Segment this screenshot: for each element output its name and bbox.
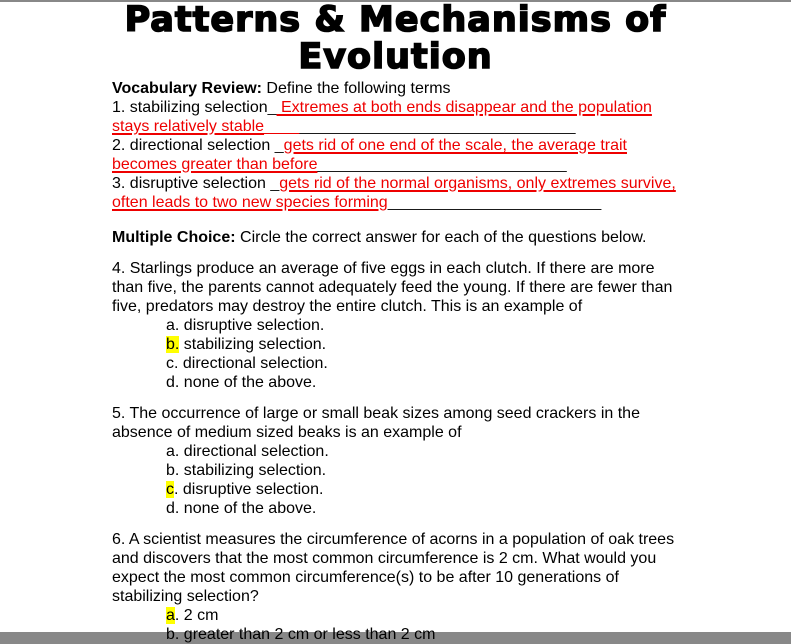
title-line-1: Patterns & Mechanisms of xyxy=(124,0,667,40)
answer-text-red: often leads to two new species forming xyxy=(112,194,388,211)
text: stabilizing selection? xyxy=(112,588,259,605)
answer-blank: _ xyxy=(274,137,284,154)
vocab-term-3-disruptive-selection xyxy=(112,174,791,212)
text: . disruptive selection. xyxy=(174,481,324,498)
highlighted-choice: b. xyxy=(166,336,180,353)
text: a. disruptive selection. xyxy=(166,317,325,334)
vocabulary-heading xyxy=(112,79,791,98)
question-5 xyxy=(112,404,791,518)
answer-blank: ________________________ xyxy=(387,194,602,211)
doc-line xyxy=(112,297,791,316)
q5-choice-d xyxy=(112,499,791,518)
q4-choice-c xyxy=(112,354,791,373)
answer-blank: _ xyxy=(270,175,280,192)
text: expect the most common circumference(s) to be after 10 generations of xyxy=(112,569,619,586)
doc-line xyxy=(112,155,791,174)
text: Circle the correct answer for each of the questions below. xyxy=(235,229,647,246)
text: stabilizing selection. xyxy=(179,336,327,353)
doc-line xyxy=(112,79,791,98)
question-4 xyxy=(112,259,791,392)
doc-line xyxy=(112,193,791,212)
text: c. directional selection. xyxy=(166,355,328,372)
answer-text-red: gets rid of one end of the scale, the average trait xyxy=(283,137,627,154)
bold-text: Multiple Choice: xyxy=(112,229,236,246)
doc-line xyxy=(112,278,791,297)
question-6 xyxy=(112,530,791,644)
text: 3. disruptive selection xyxy=(112,175,271,192)
text: 1. stabilizing selection xyxy=(112,99,268,116)
q5-choice-b xyxy=(112,461,791,480)
doc-line xyxy=(112,117,791,136)
text: . 2 cm xyxy=(174,607,219,624)
doc-line xyxy=(112,228,791,247)
q4-choice-b-selected xyxy=(112,335,791,354)
highlighted-choice: c xyxy=(166,481,174,498)
text: b. greater than 2 cm or less than 2 cm xyxy=(166,626,436,643)
doc-line xyxy=(112,549,791,568)
text: than five, the parents cannot adequately feed the young. If there are fewer than xyxy=(112,279,673,296)
text: absence of medium sized beaks is an example of xyxy=(112,424,462,441)
text: 2. directional selection xyxy=(112,137,275,154)
answer-blank: _ xyxy=(267,99,277,116)
doc-line xyxy=(112,404,791,423)
text: a. directional selection. xyxy=(166,443,329,460)
vocab-term-2-directional-selection xyxy=(112,136,791,174)
text: and discovers that the most common circumference is 2 cm. What would you xyxy=(112,550,657,567)
title-line-2: Evolution xyxy=(298,37,493,77)
vocab-term-1-stabilizing-selection xyxy=(112,98,791,136)
doc-line xyxy=(112,98,791,117)
answer-text-red: gets rid of the normal organisms, only extremes survive, xyxy=(279,175,676,192)
answer-text-red: Extremes at both ends disappear and the population xyxy=(276,99,652,116)
text: 5. The occurrence of large or small beak sizes among seed crackers in the xyxy=(112,405,640,422)
worksheet-title xyxy=(0,2,791,76)
q5-choice-c-selected xyxy=(112,480,791,499)
answer-text-red: becomes greater than before xyxy=(112,156,318,173)
text: 6. A scientist measures the circumference of acorns in a population of oak trees xyxy=(112,531,675,548)
answer-text-red: stays relatively stable xyxy=(112,118,265,135)
doc-line xyxy=(112,587,791,606)
answer-blank: ____________________________ xyxy=(317,156,567,173)
document-body xyxy=(0,76,791,644)
multiple-choice-heading xyxy=(112,228,791,247)
text: 4. Starlings produce an average of five eggs in each clutch. If there are more xyxy=(112,260,655,277)
q4-choice-d xyxy=(112,373,791,392)
q4-choice-a xyxy=(112,316,791,335)
bold-text: Vocabulary Review: xyxy=(112,80,262,97)
text: d. none of the above. xyxy=(166,374,317,391)
answer-blank-red: ____ xyxy=(264,118,300,135)
q6-choice-a-selected xyxy=(112,606,791,625)
text: d. none of the above. xyxy=(166,500,317,517)
highlighted-choice: a xyxy=(166,607,175,624)
doc-line xyxy=(112,568,791,587)
q6-choice-b xyxy=(112,625,791,644)
doc-line xyxy=(112,174,791,193)
text: five, predators may destroy the entire clutch. This is an example of xyxy=(112,298,583,315)
doc-line xyxy=(112,259,791,278)
doc-line xyxy=(112,530,791,549)
doc-line xyxy=(112,423,791,442)
doc-line xyxy=(112,136,791,155)
q5-choice-a xyxy=(112,442,791,461)
text: Define the following terms xyxy=(261,80,451,97)
answer-blank: _______________________________ xyxy=(299,118,576,135)
text: b. stabilizing selection. xyxy=(166,462,327,479)
